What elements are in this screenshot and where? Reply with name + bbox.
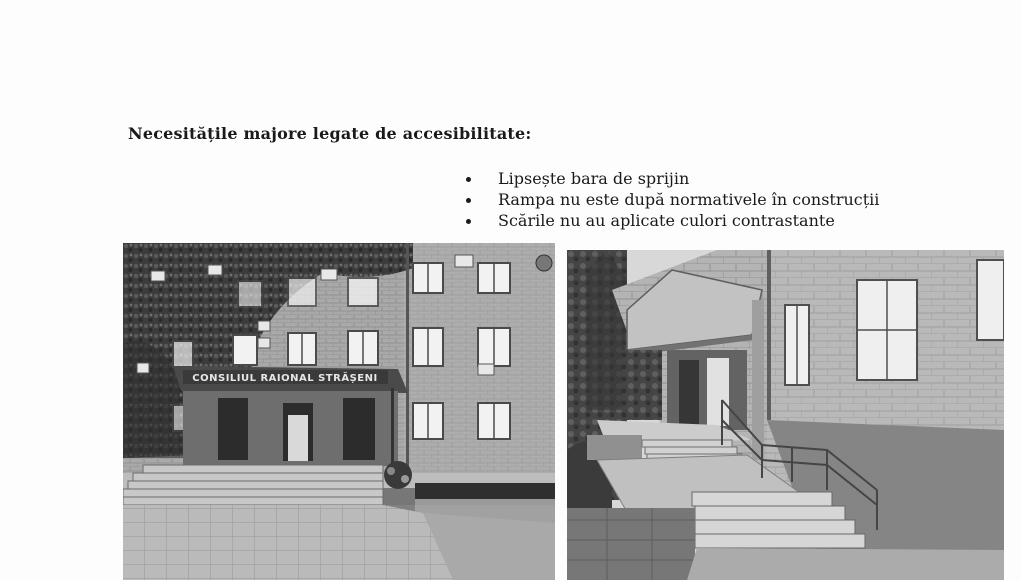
bullet-icon [466, 177, 471, 182]
section-heading: Necesitățile majore legate de accesibilitate: [128, 124, 532, 143]
list-item [466, 189, 879, 210]
list-item-text: Lipsește bara de sprijin [498, 169, 690, 188]
list-item [466, 210, 879, 231]
building-sign-text: CONSILIUL RAIONAL STRĂȘENI [192, 373, 378, 384]
ramp-stairs-illustration [567, 250, 1004, 580]
list-item [466, 168, 879, 189]
building-front-illustration [123, 243, 555, 580]
list-item-text: Rampa nu este după normativele în construcții [498, 190, 880, 209]
side-entrance-ramp-photo [567, 250, 1004, 580]
bullet-icon [466, 198, 471, 203]
building-front-photo [123, 243, 555, 580]
accessibility-needs-list [466, 168, 879, 231]
list-item-text: Scările nu au aplicate culori contrastante [498, 211, 835, 230]
bullet-icon [466, 219, 471, 224]
